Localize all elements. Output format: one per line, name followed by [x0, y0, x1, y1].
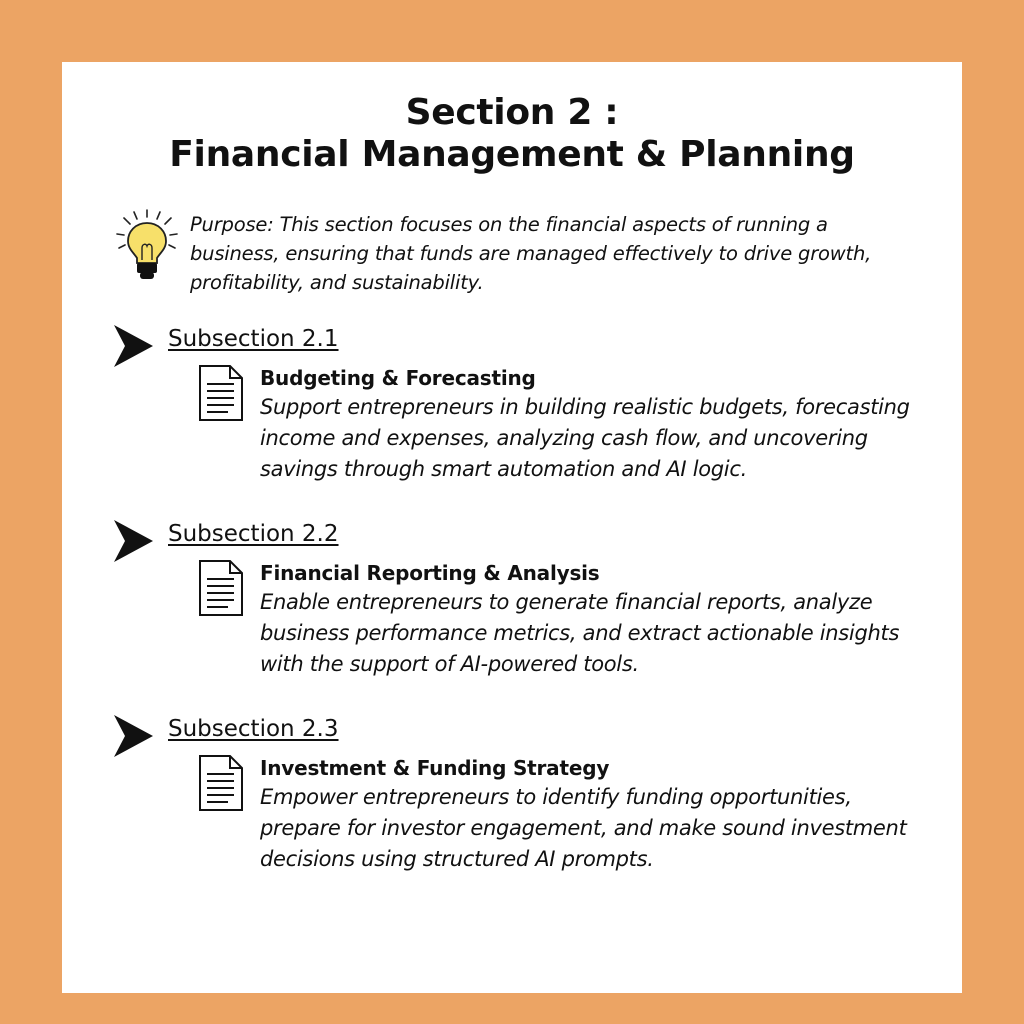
- subsection-heading: Subsection 2.3: [168, 716, 339, 742]
- document-icon: [198, 559, 244, 617]
- subsection-description: Enable entrepreneurs to generate financial reports, analyze business performance metrics, and extract actionable insights with the support of AI-powered tools.: [260, 590, 900, 676]
- subsection-title: Investment & Funding Strategy: [260, 756, 610, 780]
- subsection-2-3: [112, 714, 942, 884]
- content-card: [62, 62, 962, 993]
- document-icon: [198, 364, 244, 422]
- subsection-title: Financial Reporting & Analysis: [260, 561, 600, 585]
- title-line-2: Financial Management & Planning: [169, 134, 855, 175]
- page-title: [62, 92, 962, 176]
- document-icon: [198, 754, 244, 812]
- arrow-right-icon: [112, 324, 154, 368]
- subsection-2-1: [112, 324, 942, 494]
- subsection-title: Budgeting & Forecasting: [260, 366, 536, 390]
- lightbulb-icon: [114, 208, 182, 284]
- subsection-heading: Subsection 2.1: [168, 326, 339, 352]
- arrow-right-icon: [112, 714, 154, 758]
- arrow-right-icon: [112, 519, 154, 563]
- title-line-1: Section 2 :: [405, 92, 619, 133]
- subsection-heading: Subsection 2.2: [168, 521, 339, 547]
- purpose-text: Purpose: This section focuses on the financial aspects of running a business, ensuring that funds are managed effectively to drive growth, profitability, and sustainability.: [190, 213, 872, 294]
- subsection-description: Support entrepreneurs in building realistic budgets, forecasting income and expenses, analyzing cash flow, and uncovering savings through smart automation and AI logic.: [260, 395, 910, 481]
- subsection-2-2: [112, 519, 942, 689]
- subsection-description: Empower entrepreneurs to identify funding opportunities, prepare for investor engagement, and make sound investment decisions using structured AI prompts.: [260, 785, 907, 871]
